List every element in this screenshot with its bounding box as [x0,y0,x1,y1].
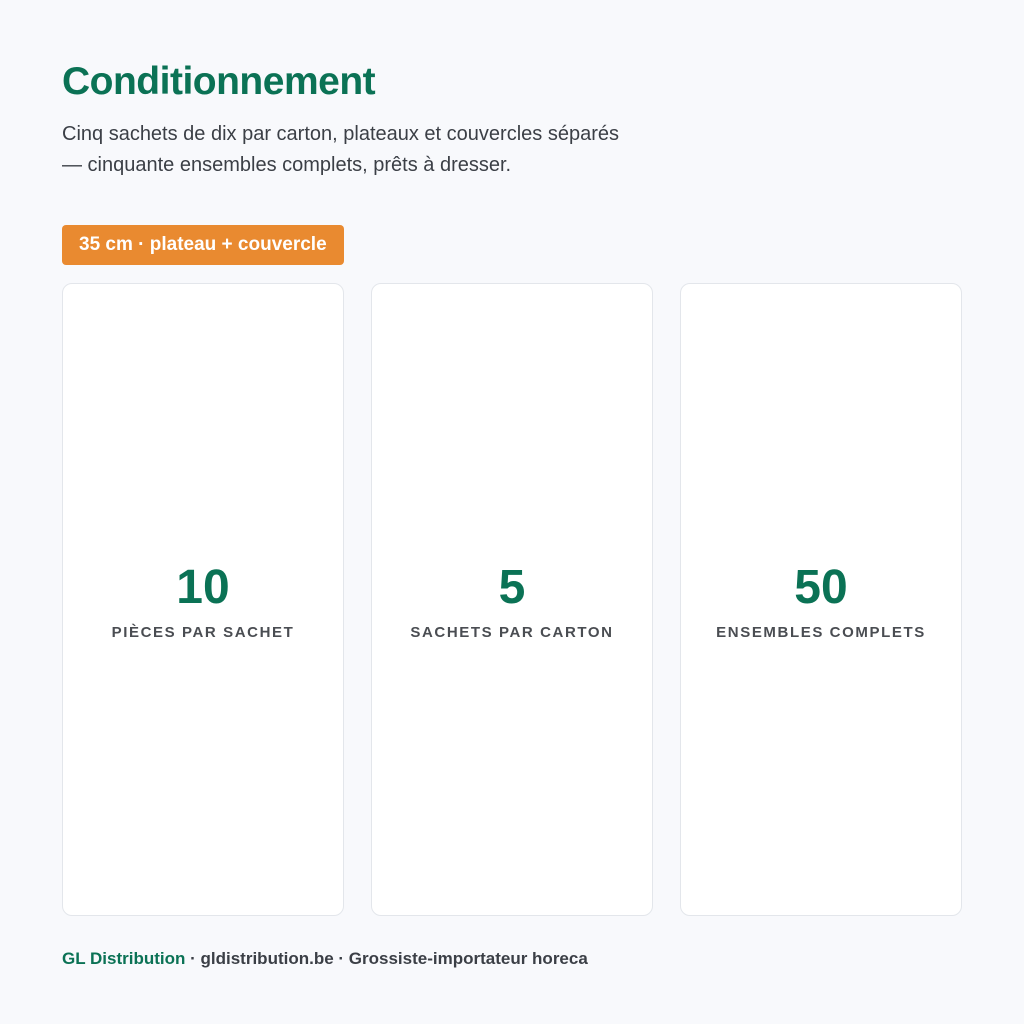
stat-value: 5 [498,561,526,614]
footer [62,947,588,971]
stat-label: SACHETS PAR CARTON [410,624,614,641]
stat-value: 50 [794,561,848,614]
footer-brand: GL Distribution [62,949,186,968]
stat-value: 10 [176,561,230,614]
stat-label: ENSEMBLES COMPLETS [716,624,926,641]
footer-separator: · [185,949,201,968]
stat-cards [62,283,962,918]
page-title: Conditionnement [62,60,376,103]
stat-label: PIÈCES PAR SACHET [111,624,295,641]
page [62,0,962,1024]
footer-tagline: Grossiste-importateur horeca [348,949,588,968]
footer-website: gldistribution.be [200,949,334,968]
stat-card-ensembles [680,283,962,916]
stat-card-sachets [371,283,653,916]
stat-card-pieces [62,283,344,916]
page-subtitle: Cinq sachets de dix par carton, plateaux et couvercles séparés — cinquante ensembles complets, prêts à dresser. [62,123,619,176]
footer-separator: · [333,949,349,968]
size-badge: 35 cm · plateau + couvercle [62,225,344,265]
